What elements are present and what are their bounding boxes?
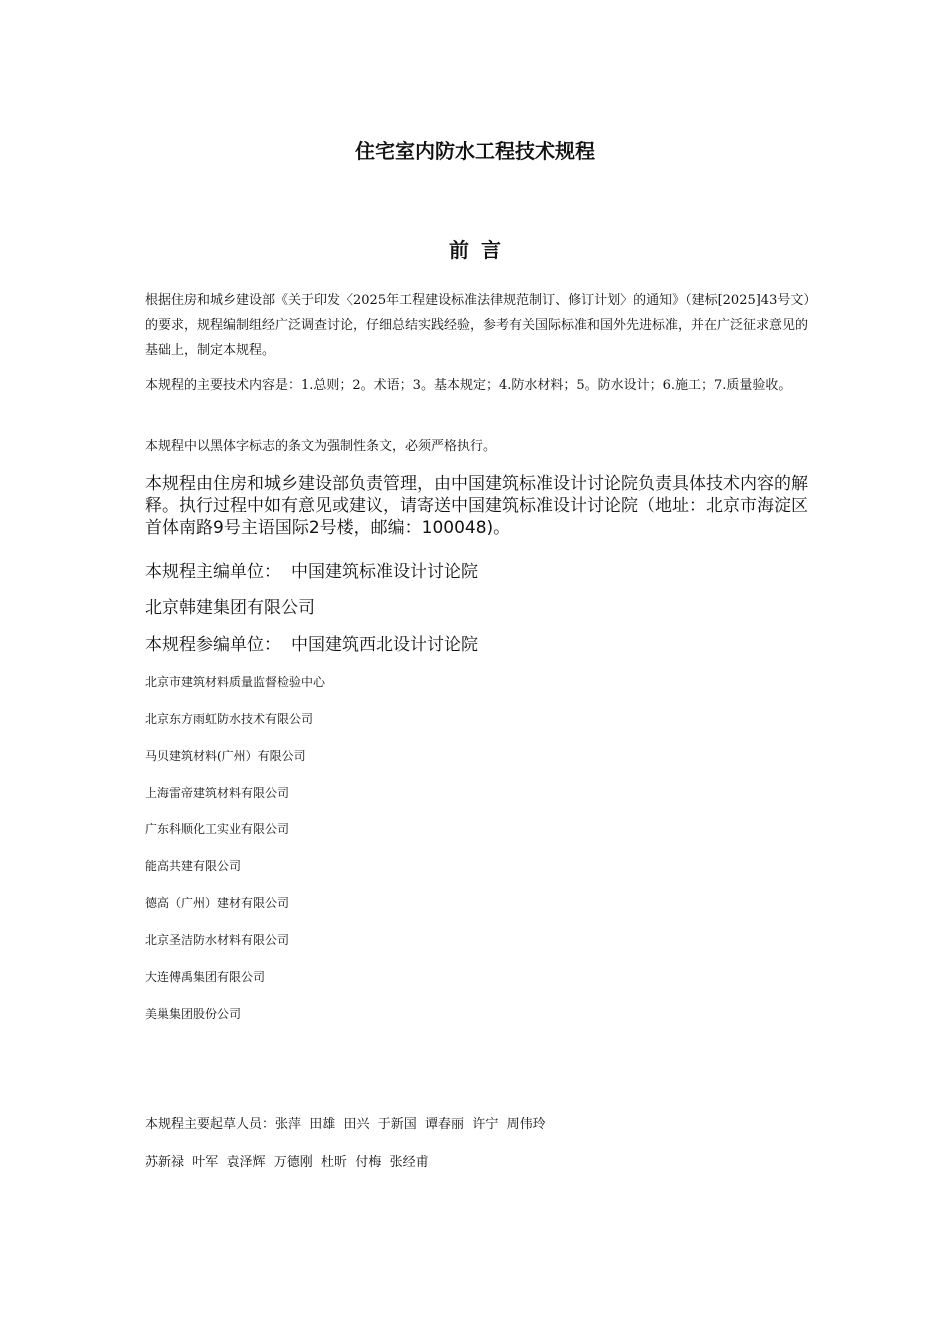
document-title: 住宅室内防水工程技术规程 [355,139,595,163]
participating-unit: 广东科顺化工实业有限公司 [145,822,290,836]
participating-label: 本规程参编单位： [145,635,281,655]
participating-unit: 美巢集团股份公司 [145,1007,242,1021]
chief-editor-label: 本规程主编单位： [145,562,281,582]
paragraph-main-contents: 本规程的主要技术内容是：1.总则；2。术语；3。基本规定；4.防水材料；5。防水设计；6.施工；7.质量验收。 [145,378,792,393]
drafters-line-1: 本规程主要起草人员：张萍 田雄 田兴 于新国 谭春丽 许宁 周伟玲 [145,1117,546,1132]
paragraph-background: 根据住房和城乡建设部《关于印发〈2025年工程建设标准法律规范制订、修订计划〉的通知》（建标[2025]43号文）的要求，规程编制组经广泛调查讨论，仔细总结实践经验，参考有关国际标准和国外先进标准，并在广泛征求意见的基础上，制定本规程。 [145,293,810,358]
participating-unit: 大连傅禹集团有限公司 [145,970,266,984]
participating-unit: 上海雷帝建筑材料有限公司 [145,786,290,800]
participating-unit: 北京东方雨虹防水技术有限公司 [145,712,314,726]
chief-editor-unit-1: 中国建筑标准设计讨论院 [291,562,478,582]
section-title: 前言 [449,238,513,262]
paragraph-administration: 本规程由住房和城乡建设部负责管理，由中国建筑标准设计讨论院负责具体技术内容的解释。执行过程中如有意见或建议，请寄送中国建筑标准设计讨论院（地址：北京市海淀区首体南路9号主语国际2号楼，邮编：100048)。 [145,474,808,538]
chief-editor-unit-2: 北京韩建集团有限公司 [145,598,315,618]
participating-unit: 能高共建有限公司 [145,859,242,873]
participating-unit: 马贝建筑材料(广州）有限公司 [145,749,306,763]
drafters-line-2: 苏新禄 叶军 袁泽辉 万德刚 杜昕 付梅 张经甫 [145,1155,429,1170]
participating-line [145,634,810,656]
participating-unit: 北京圣洁防水材料有限公司 [145,933,290,947]
chief-editor-line [145,561,810,583]
paragraph-mandatory-clauses: 本规程中以黑体字标志的条文为强制性条文，必须严格执行。 [145,439,497,454]
participating-unit: 北京市建筑材料质量监督检验中心 [145,675,326,689]
participating-unit-first: 中国建筑西北设计讨论院 [291,635,478,655]
participating-unit: 德高（广州）建材有限公司 [145,896,290,910]
